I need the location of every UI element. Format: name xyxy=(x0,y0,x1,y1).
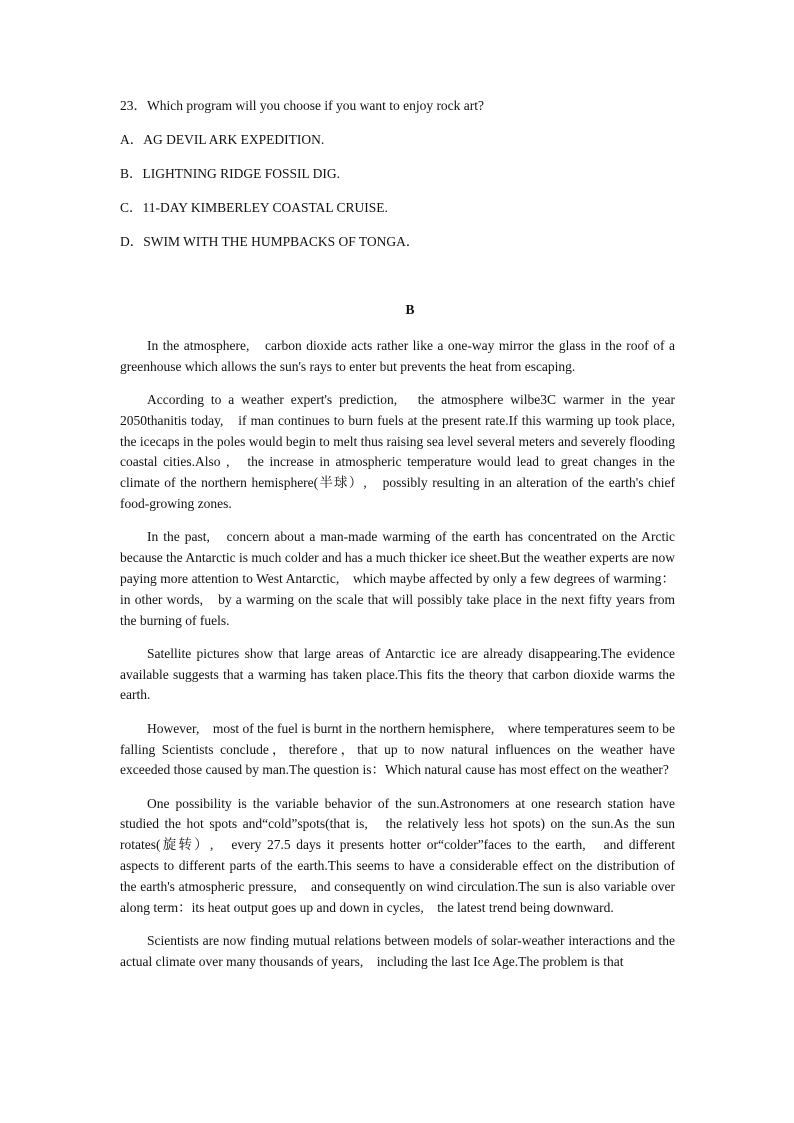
option-a: A．AG DEVIL ARK EXPEDITION. xyxy=(120,132,325,147)
passage-paragraph: Scientists are now finding mutual relations between models of solar-weather interactions and the actual climate over many thousands of years, including the last Ice Age.The problem is that xyxy=(120,932,675,969)
passage-paragraph: However, most of the fuel is burnt in the northern hemisphere, where temperatures seem to be falling Scientists conclude，therefore，that up to now natural influences on the weather have exceeded those caused by man.The question is：Which natural cause has most effect on the weather? xyxy=(120,720,675,778)
option-c: C．11-DAY KIMBERLEY COASTAL CRUISE. xyxy=(120,200,388,215)
question-23 xyxy=(120,96,680,266)
section-heading: B xyxy=(405,302,415,317)
passage-paragraph: In the atmosphere, carbon dioxide acts rather like a one-way mirror the glass in the roof of a greenhouse which allows the sun's rays to enter but prevents the heat from escaping. xyxy=(120,338,675,374)
passage-paragraph: One possibility is the variable behavior of the sun.Astronomers at one research station have studied the hot spots and“cold”spots(that is, the relatively less hot spots) on the sun.As the sun rotates(旋转）, every 27.5 days it presents hotter or“colder”faces to the earth, and different aspects to different parts of the earth.This seems to have a considerable effect on the distribution of the earth's atmospheric pressure, and consequently on wind circulation.The sun is also variable over along term：its heat output goes up and down in cycles, the latest trend being downward. xyxy=(120,795,675,915)
passage-paragraph: Satellite pictures show that large areas of Antarctic ice are already disappearing.The evidence available suggests that a warming has taken place.This fits the theory that carbon dioxide warms the earth. xyxy=(120,645,675,703)
reading-passage xyxy=(120,336,689,985)
option-d: D．SWIM WITH THE HUMPBACKS OF TONGA． xyxy=(120,234,420,249)
passage-paragraph: In the past, concern about a man-made warming of the earth has concentrated on the Arctic because the Antarctic is much colder and has a much thicker ice sheet.But the weather experts are now paying more attention to West Antarctic, which maybe affected by only a few degrees of warming：in other words, by a warming on the scale that will possibly take place in the next fifty years from the burning of fuels. xyxy=(120,529,675,628)
question-stem: 23．Which program will you choose if you want to enjoy rock art? xyxy=(120,98,485,113)
option-b: B．LIGHTNING RIDGE FOSSIL DIG. xyxy=(120,166,340,181)
passage-paragraph: According to a weather expert's prediction, the atmosphere wilbe3C warmer in the year 2050thanitis today, if man continues to burn fuels at the present rate.If this warming up took place, the icecaps in the poles would begin to melt thus raising sea level several meters and severely flooding coastal cities.Also , the increase in atmospheric temperature would lead to great changes in the climate of the northern hemisphere(半球）, possibly resulting in an alteration of the earth's chief food-growing zones. xyxy=(120,392,689,512)
